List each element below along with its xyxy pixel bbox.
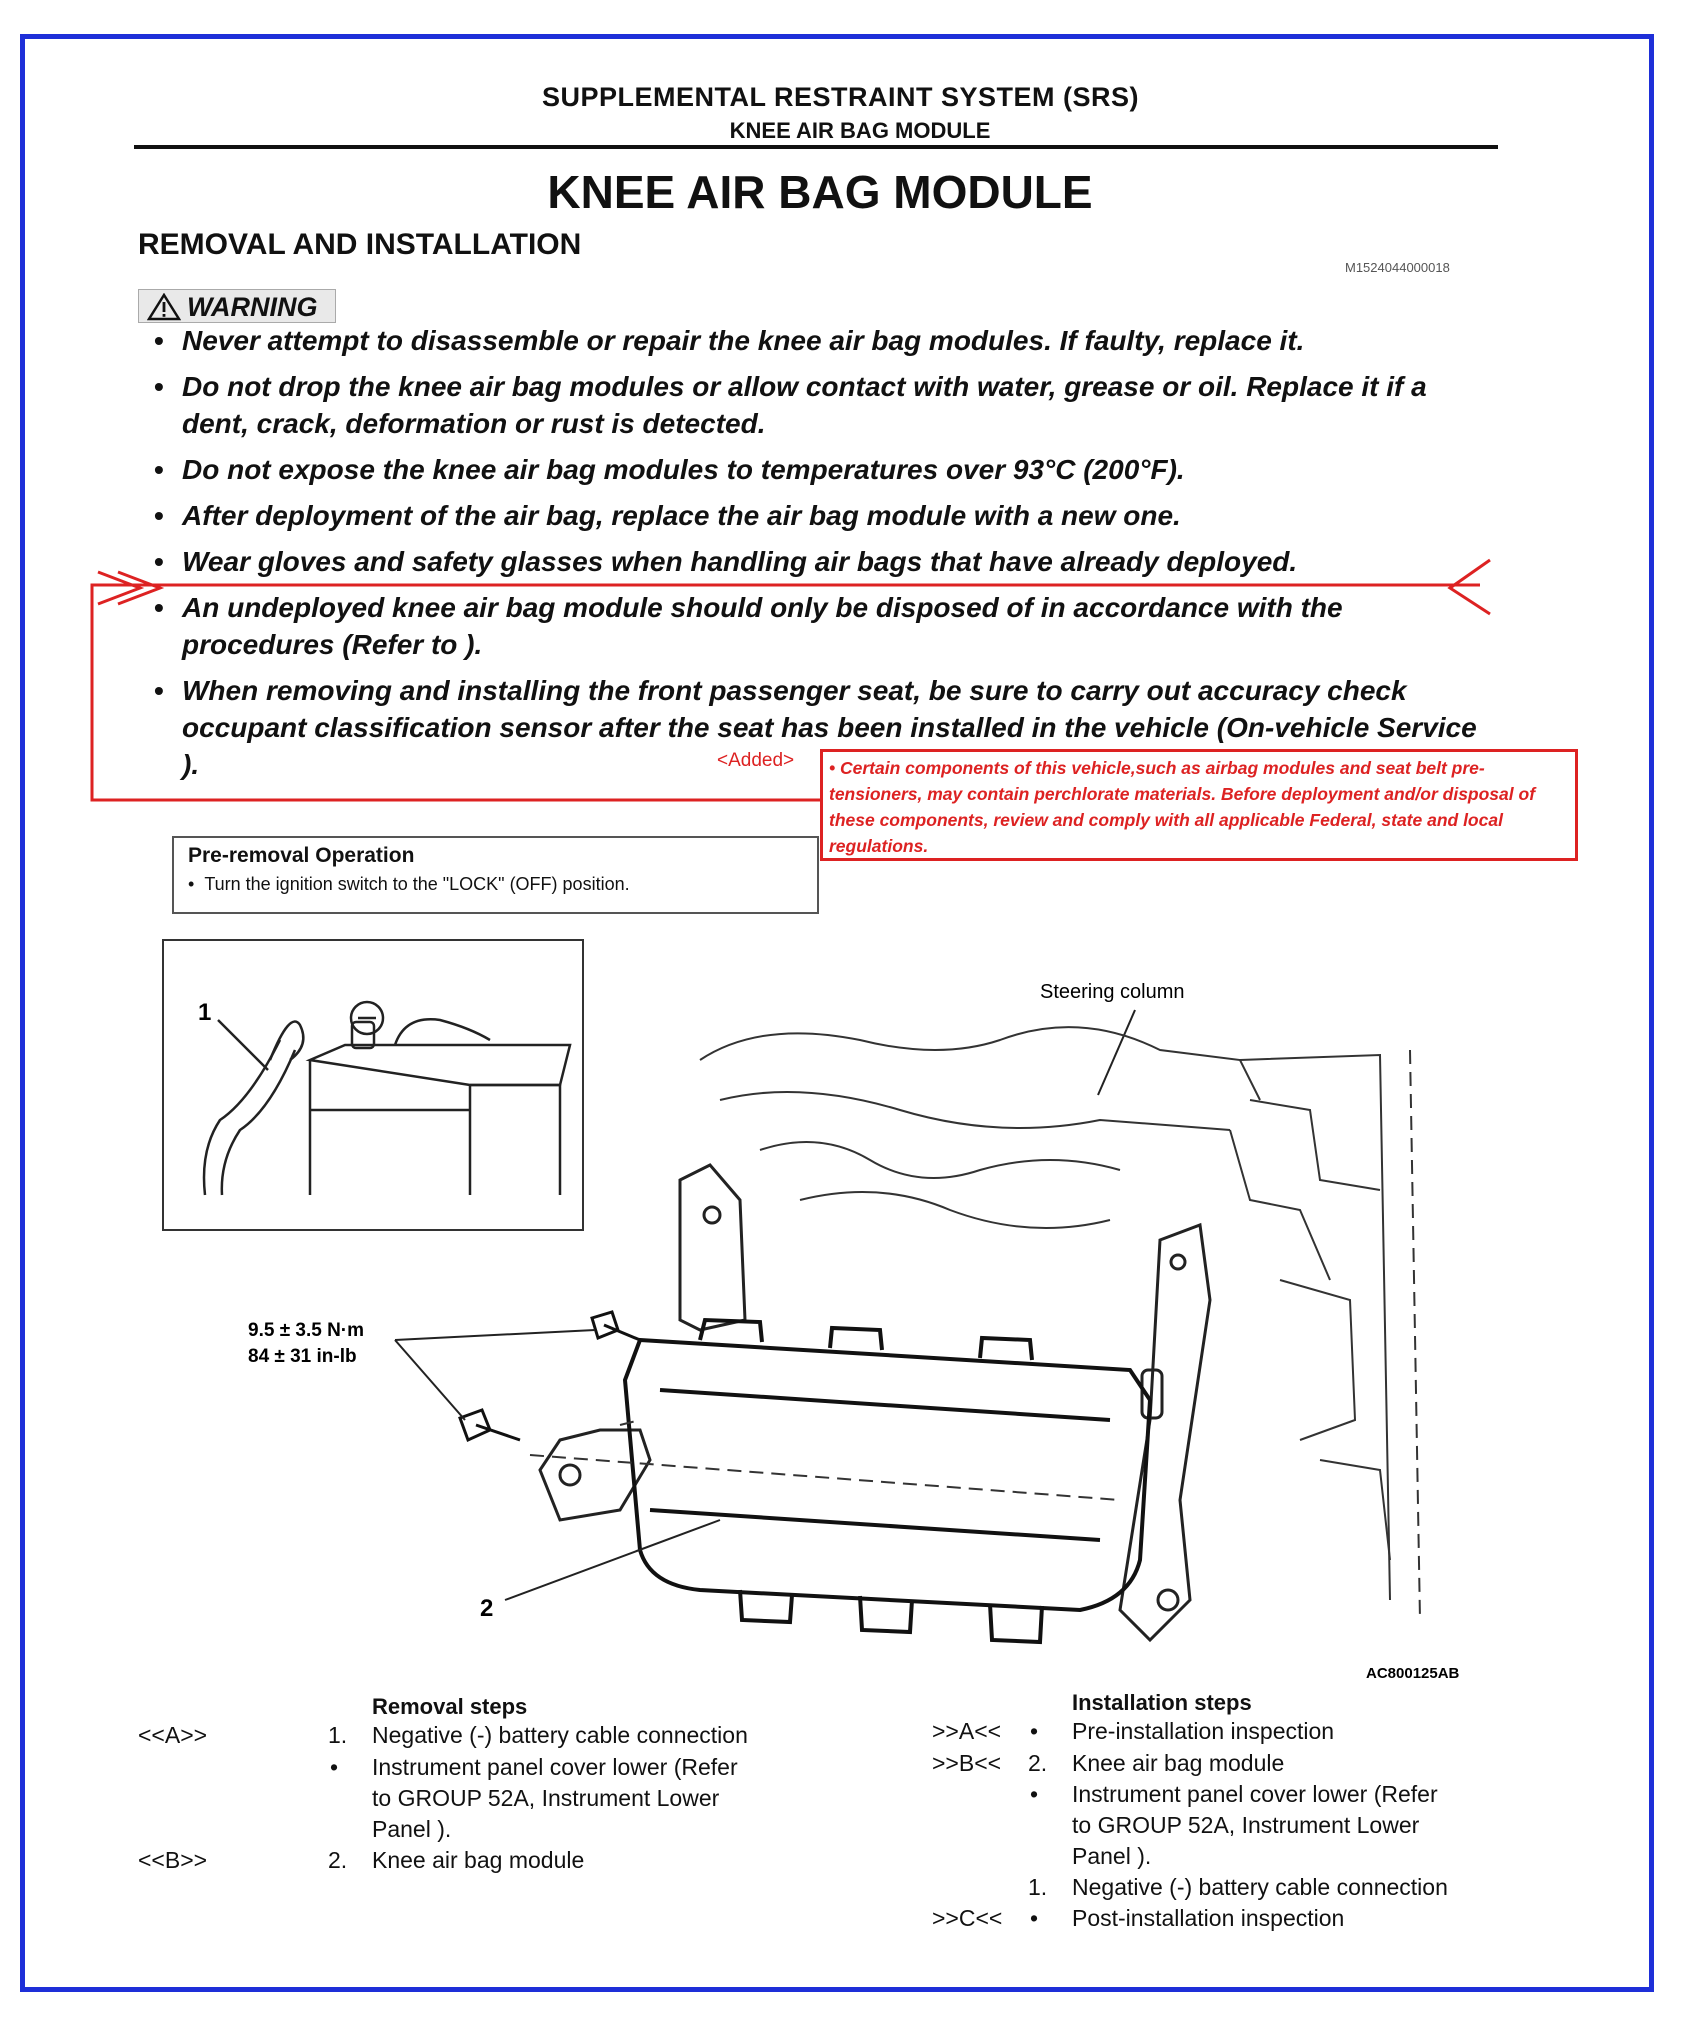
installation-step-text: Pre-installation inspection (1072, 1718, 1335, 1744)
installation-num: • (1030, 1781, 1039, 1807)
page-title: KNEE AIR BAG MODULE (547, 166, 1093, 218)
installation-steps-title: Installation steps (1072, 1690, 1252, 1715)
knee-airbag-module (625, 1320, 1150, 1642)
document-id: M1524044000018 (1345, 260, 1450, 275)
warning-item: • Never attempt to disassemble or repair the knee air bag modules. If faulty, replace it. (154, 325, 1305, 356)
added-note-box: • Certain components of this vehicle,such as airbag modules and seat belt pre-tensioners, may contain perchlorate materials. Before deployment and/or disposal of these components, review and comply with all applicable Federal, state and local regulations. (820, 749, 1578, 861)
installation-step-text: to GROUP 52A, Instrument Lower (1072, 1812, 1420, 1838)
figure-id: AC800125AB (1366, 1665, 1460, 1682)
callout-2: 2 (480, 1595, 494, 1622)
subsection-header: KNEE AIR BAG MODULE (729, 118, 991, 143)
removal-step-text: Panel ). (372, 1816, 452, 1842)
added-tag: <Added> (717, 750, 795, 771)
removal-num: 1. (328, 1722, 348, 1748)
left-mounting-bracket (540, 1165, 745, 1520)
mounting-bolt-icon (592, 1312, 640, 1340)
removal-step-text: Negative (-) battery cable connection (372, 1722, 748, 1748)
installation-code: >>A<< (932, 1718, 1002, 1744)
module-hidden-lines (530, 1420, 1120, 1500)
installation-step-text: Knee air bag module (1072, 1750, 1285, 1776)
dash-structure (700, 1027, 1420, 1620)
installation-num: • (1030, 1905, 1039, 1931)
warning-item: • Do not drop the knee air bag modules or allow contact with water, grease or oil. Replace it if a dent, crack, deformation or rust is detected. (154, 371, 1427, 439)
removal-step-text: to GROUP 52A, Instrument Lower (372, 1785, 720, 1811)
warning-item: • When removing and installing the front passenger seat, be sure to carry out accuracy check occupant classification sensor after the seat has been installed in the vehicle (On-vehicle Service ). (154, 675, 1477, 780)
torque-inlb-label: 84 ± 31 in-lb (248, 1346, 357, 1367)
installation-step-text: Panel ). (1072, 1843, 1152, 1869)
mounting-bolt-icon (460, 1410, 520, 1440)
installation-num: 1. (1028, 1874, 1048, 1900)
torque-nm-label: 9.5 ± 3.5 N·m (248, 1320, 365, 1341)
removal-num: 2. (328, 1847, 348, 1873)
warning-item: • After deployment of the air bag, replace the air bag module with a new one. (154, 500, 1181, 531)
installation-num: 2. (1028, 1750, 1048, 1776)
page-subtitle: REMOVAL AND INSTALLATION (138, 228, 582, 261)
steering-column-label: Steering column (1040, 981, 1185, 1003)
warning-item: • Wear gloves and safety glasses when handling air bags that have already deployed. (154, 546, 1298, 577)
removal-num: • (330, 1754, 339, 1780)
removal-code: <<A>> (138, 1722, 208, 1748)
warning-label: WARNING (187, 292, 318, 322)
battery-illustration (204, 1002, 570, 1195)
installation-code: >>B<< (932, 1750, 1002, 1776)
installation-code: >>C<< (932, 1905, 1003, 1931)
removal-code: <<B>> (138, 1847, 208, 1873)
removal-step-text: Instrument panel cover lower (Refer (372, 1754, 738, 1780)
callout-1: 1 (198, 999, 212, 1026)
warning-item: • An undeployed knee air bag module should only be disposed of in accordance with the procedures (Refer to ). (154, 592, 1343, 660)
warning-item: • Do not expose the knee air bag modules to temperatures over 93°C (200°F). (154, 454, 1185, 485)
installation-num: • (1030, 1718, 1039, 1744)
installation-step-text: Post-installation inspection (1072, 1905, 1345, 1931)
steering-leader-line (1098, 1010, 1135, 1095)
removal-steps-title: Removal steps (372, 1694, 528, 1719)
pre-removal-item: • Turn the ignition switch to the "LOCK" (OFF) position. (188, 874, 630, 894)
installation-step-text: Negative (-) battery cable connection (1072, 1874, 1448, 1900)
installation-step-text: Instrument panel cover lower (Refer (1072, 1781, 1438, 1807)
pre-removal-title: Pre-removal Operation (188, 844, 415, 867)
removal-step-text: Knee air bag module (372, 1847, 585, 1873)
section-header: SUPPLEMENTAL RESTRAINT SYSTEM (SRS) (541, 82, 1140, 112)
torque-leader-lines (395, 1330, 595, 1420)
